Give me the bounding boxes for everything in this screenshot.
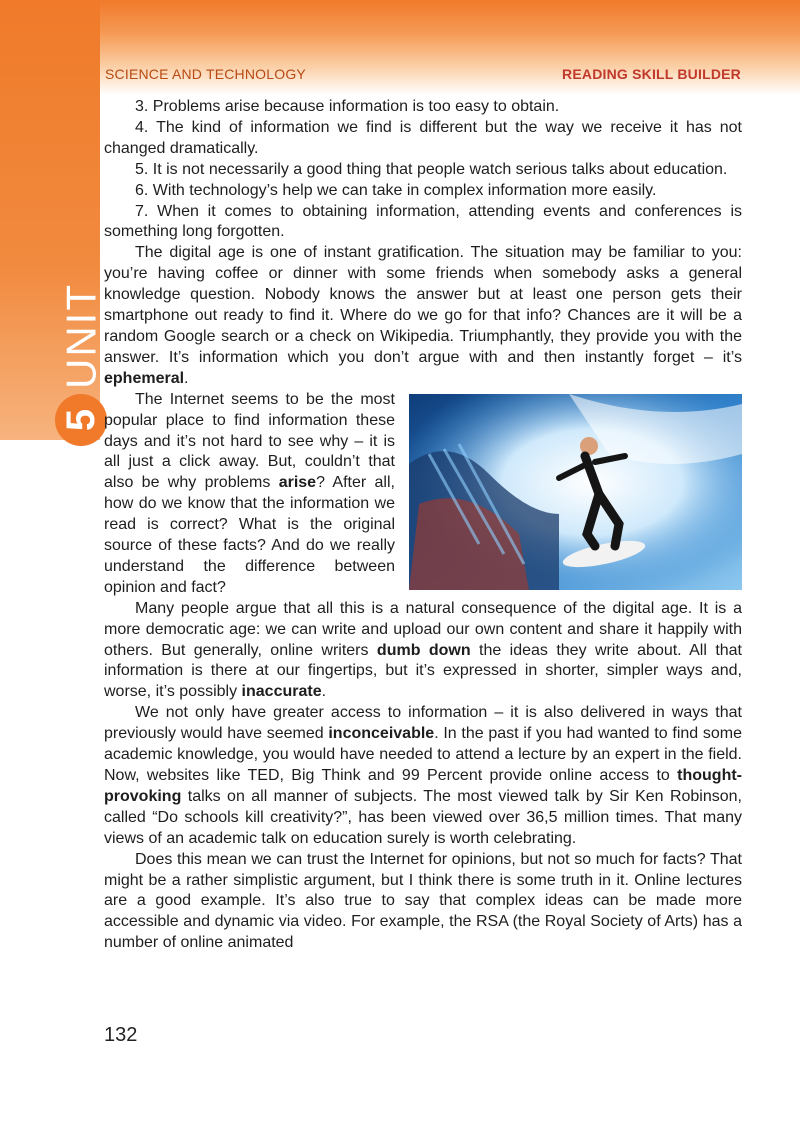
statement-5: 5. It is not necessarily a good thing that people watch serious talks about education. xyxy=(135,160,728,178)
page-number: 132 xyxy=(104,1024,138,1046)
unit-vertical-label xyxy=(53,278,109,448)
paragraph-1: The digital age is one of instant gratification. The situation may be familiar to you: you’re having coffee or dinner with some friends when somebody asks a general knowledge question. Nobody knows the answer but at least one person gets their smartphone out ready to find it. Where do we go for that info? Chances are it will be a random Google search or a check on Wikipedia. Triumphantly, they provide you with the answer. It’s information which you don’t argue with and then instantly forget – it’s ephemeral. xyxy=(104,244,742,387)
statement-6: 6. With technology’s help we can take in complex information more easily. xyxy=(135,181,657,199)
surfer-photo xyxy=(409,394,742,590)
keyword-ephemeral: ephemeral xyxy=(104,369,185,387)
keyword-thought-provoking: thought-provoking xyxy=(104,767,742,805)
keyword-inaccurate: inaccurate xyxy=(241,683,322,701)
paragraph-4: We not only have greater access to information – it is also delivered in ways that previously would have seemed inconceivable. In the past if you had wanted to find some academic knowledge, you would have needed to attend a lecture by an expert in the field. Now, websites like TED, Big Think and 99 Percent provide online access to thought-provoking talks on all manner of subjects. The most viewed talk by Sir Ken Robinson, called “Do schools kill creativity?”, has been viewed over 36,5 million times. That many views of an academic talk on education surely is worth celebrating. xyxy=(104,704,743,847)
statement-3: 3. Problems arise because information is too easy to obtain. xyxy=(135,98,560,115)
paragraph-5: Does this mean we can trust the Internet for opinions, but not so much for facts? That might be a rather simplistic argument, but I think there is some truth in it. Online lectures are a good example. It’s also true to say that complex ideas can be made more accessible and dynamic via video. For example, the RSA (the Royal Society of Arts) has a number of online animated xyxy=(104,850,742,952)
section-title: SCIENCE AND TECHNOLOGY xyxy=(105,66,306,82)
reading-text xyxy=(104,97,742,954)
paragraph-2: The Internet seems to be the most popular place to find information these days and it’s not hard to see why – it is all just a click away. But, couldn’t that also be why problems arise? After all, how do we know that the information we read is correct? What is the original source of these facts? And do we really understand the difference between opinion and fact? xyxy=(104,390,395,596)
unit-number: 5 xyxy=(59,408,103,432)
keyword-inconceivable: inconceivable xyxy=(328,725,435,743)
surfer-illustration xyxy=(409,394,742,590)
keyword-dumb-down: dumb down xyxy=(376,641,471,659)
paragraph-3: Many people argue that all this is a natural consequence of the digital age. It is a more democratic age: we can write and upload our own content and share it happily with others. But generally, online writers dumb down the ideas they write about. All that information is there at our fingertips, but it’s expressed in shorter, simpler ways and, worse, it’s possibly inaccurate. xyxy=(104,599,743,701)
unit-label xyxy=(53,278,109,448)
keyword-arise: arise xyxy=(278,474,317,492)
skill-title: READING SKILL BUILDER xyxy=(562,66,741,82)
statement-7: 7. When it comes to obtaining information, attending events and conferences is something long forgotten. xyxy=(104,202,742,241)
statement-4: 4. The kind of information we find is different but the way we receive it has not changed dramatically. xyxy=(104,118,742,157)
unit-word: UNIT xyxy=(57,283,105,389)
